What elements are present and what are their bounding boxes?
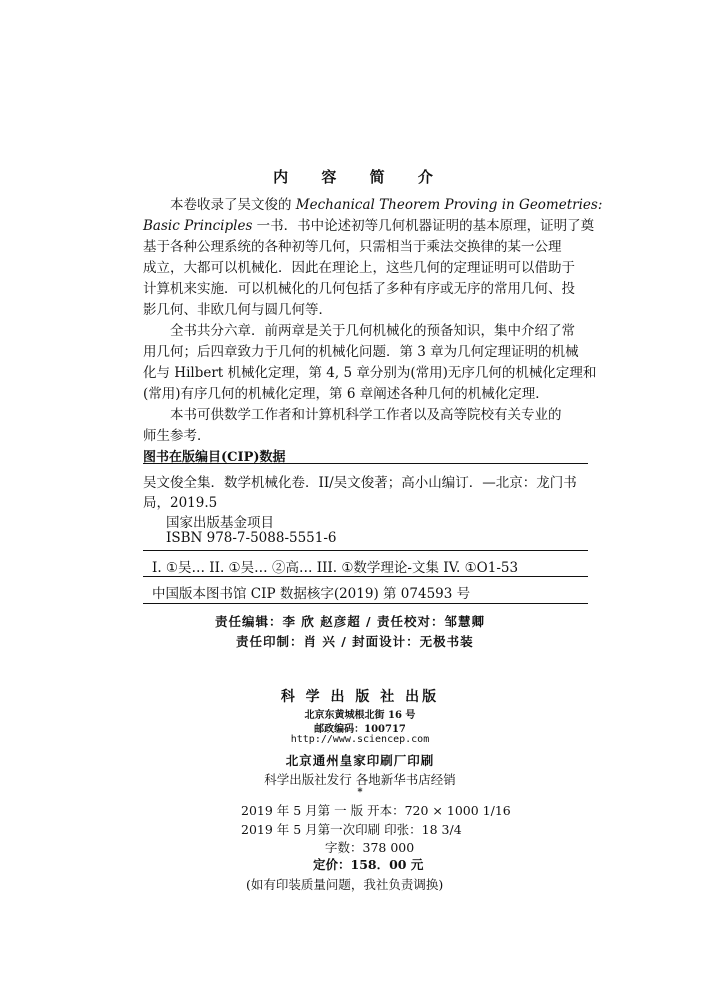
cip-mid-rule bbox=[143, 550, 588, 551]
separator-star: * bbox=[357, 787, 363, 798]
publisher-name: 科 学 出 版 社 出版 bbox=[280, 689, 440, 705]
book-title-italic: Basic Principles bbox=[143, 218, 253, 234]
intro-line: 计算机来实施．可以机械化的几何包括了多种有序或无序的常用几何、投 bbox=[143, 281, 575, 297]
cip-number: 中国版本图书馆 CIP 数据核字(2019) 第 074593 号 bbox=[152, 586, 471, 602]
cip-title: 图书在版编目(CIP)数据 bbox=[143, 450, 286, 465]
cip-bottom-rule bbox=[143, 603, 588, 604]
intro-line: 本卷收录了吴文俊的 Mechanical Theorem Proving in Geometries: bbox=[170, 197, 603, 213]
print-credits: 责任印制：肖 兴 / 封面设计：无极书装 bbox=[236, 634, 474, 649]
publisher-postcode: 邮政编码：100717 bbox=[314, 724, 406, 735]
quality-note: (如有印装质量问题，我社负责调换) bbox=[246, 877, 444, 892]
intro-paragraph-1 bbox=[143, 195, 603, 321]
editor-credits: 责任编辑：李 欣 赵彦超 / 责任校对：邹慧卿 bbox=[215, 614, 485, 629]
cip-line-2: 局，2019.5 bbox=[143, 495, 218, 511]
intro-line: (常用)有序几何的机械化定理，第 6 章阐述各种几何的机械化定理． bbox=[143, 386, 549, 402]
page-title: 内 容 简 介 bbox=[273, 168, 447, 186]
book-title-italic: Mechanical Theorem Proving in Geometries: bbox=[295, 197, 603, 213]
printing-info: 2019 年 5 月第一次印刷 印张：18 3/4 bbox=[241, 822, 462, 837]
intro-line: 本书可供数学工作者和计算机科学工作者以及高等院校有关专业的 bbox=[170, 407, 562, 423]
intro-section bbox=[143, 195, 603, 447]
cip-line-3: 国家出版基金项目 bbox=[166, 515, 274, 531]
word-count: 字数：378 000 bbox=[325, 840, 415, 855]
intro-line: 用几何；后四章致力于几何的机械化问题．第 3 章为几何定理证明的机械 bbox=[143, 344, 579, 360]
publisher-website: http://www.sciencep.com bbox=[290, 734, 430, 745]
edition-info: 2019 年 5 月第 一 版 开本：720 × 1000 1/16 bbox=[241, 803, 511, 818]
intro-line: 师生参考． bbox=[143, 428, 211, 444]
intro-line: Basic Principles 一书．书中论述初等几何机器证明的基本原理，证明了奠 bbox=[143, 218, 595, 234]
cip-line-1: 吴文俊全集．数学机械化卷．II/吴文俊著；高小山编订．—北京：龙门书 bbox=[143, 475, 577, 491]
intro-line: 成立，大都可以机械化．因此在理论上，这些几何的定理证明可以借助于 bbox=[143, 260, 575, 276]
publisher-address: 北京东黄城根北街 16 号 bbox=[304, 710, 416, 721]
cip-top-rule bbox=[143, 463, 588, 464]
intro-line: 基于各种公理系统的各种初等几何，只需相当于乘法交换律的某一公理 bbox=[143, 239, 562, 255]
intro-line: 影几何、非欧几何与圆几何等． bbox=[143, 302, 332, 318]
distribution: 科学出版社发行 各地新华书店经销 bbox=[264, 772, 456, 787]
cip-isbn: ISBN 978-7-5088-5551-6 bbox=[166, 530, 337, 546]
price: 定价：158．00 元 bbox=[313, 857, 424, 872]
intro-paragraph-3 bbox=[143, 405, 588, 447]
cip-mid-rule-2 bbox=[143, 576, 588, 577]
intro-line: 化与 Hilbert 机械化定理，第 4, 5 章分别为(常用)无序几何的机械化定理和 bbox=[143, 365, 597, 381]
intro-line: 全书共分六章．前两章是关于几何机械化的预备知识，集中介绍了常 bbox=[170, 323, 575, 339]
printer: 北京通州皇家印刷厂印刷 bbox=[285, 753, 435, 768]
intro-paragraph-2 bbox=[143, 321, 597, 405]
cip-classification: I. ①吴… II. ①吴… ②高… III. ①数学理论-文集 IV. ①O1-53 bbox=[152, 560, 519, 576]
